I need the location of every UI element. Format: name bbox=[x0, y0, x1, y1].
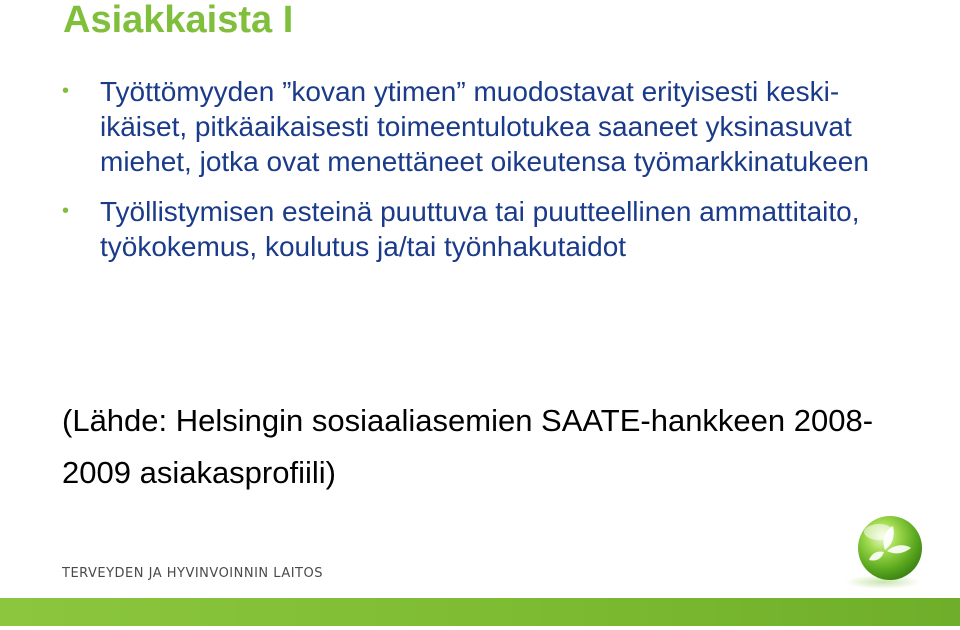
organization-name: TERVEYDEN JA HYVINVOINNIN LAITOS bbox=[62, 566, 323, 581]
bullet-list bbox=[62, 74, 922, 264]
bullet-item bbox=[62, 74, 922, 179]
bullet-text: Työttömyyden ”kovan ytimen” muodostavat erityisesti keski-ikäiset, pitkäaikaisesti toimeentulotukea saaneet yksinasuvat miehet, jotka ovat menettäneet oikeutensa työmarkkinatukeen bbox=[100, 76, 869, 177]
bullet-item bbox=[62, 194, 922, 264]
bullet-text: Työllistymisen esteinä puuttuva tai puutteellinen ammattitaito, työkokemus, koulutus ja/tai työnhakutaidot bbox=[100, 196, 860, 262]
slide-title: Asiakkaista I bbox=[63, 0, 294, 41]
bullet-dot-icon: • bbox=[62, 80, 70, 102]
source-note: (Lähde: Helsingin sosiaaliasemien SAATE-hankkeen 2008-2009 asiakasprofiili) bbox=[62, 403, 874, 490]
green-sphere-leaf-logo-icon bbox=[835, 510, 935, 590]
bullet-dot-icon: • bbox=[62, 200, 70, 222]
footer-bar bbox=[0, 598, 960, 626]
